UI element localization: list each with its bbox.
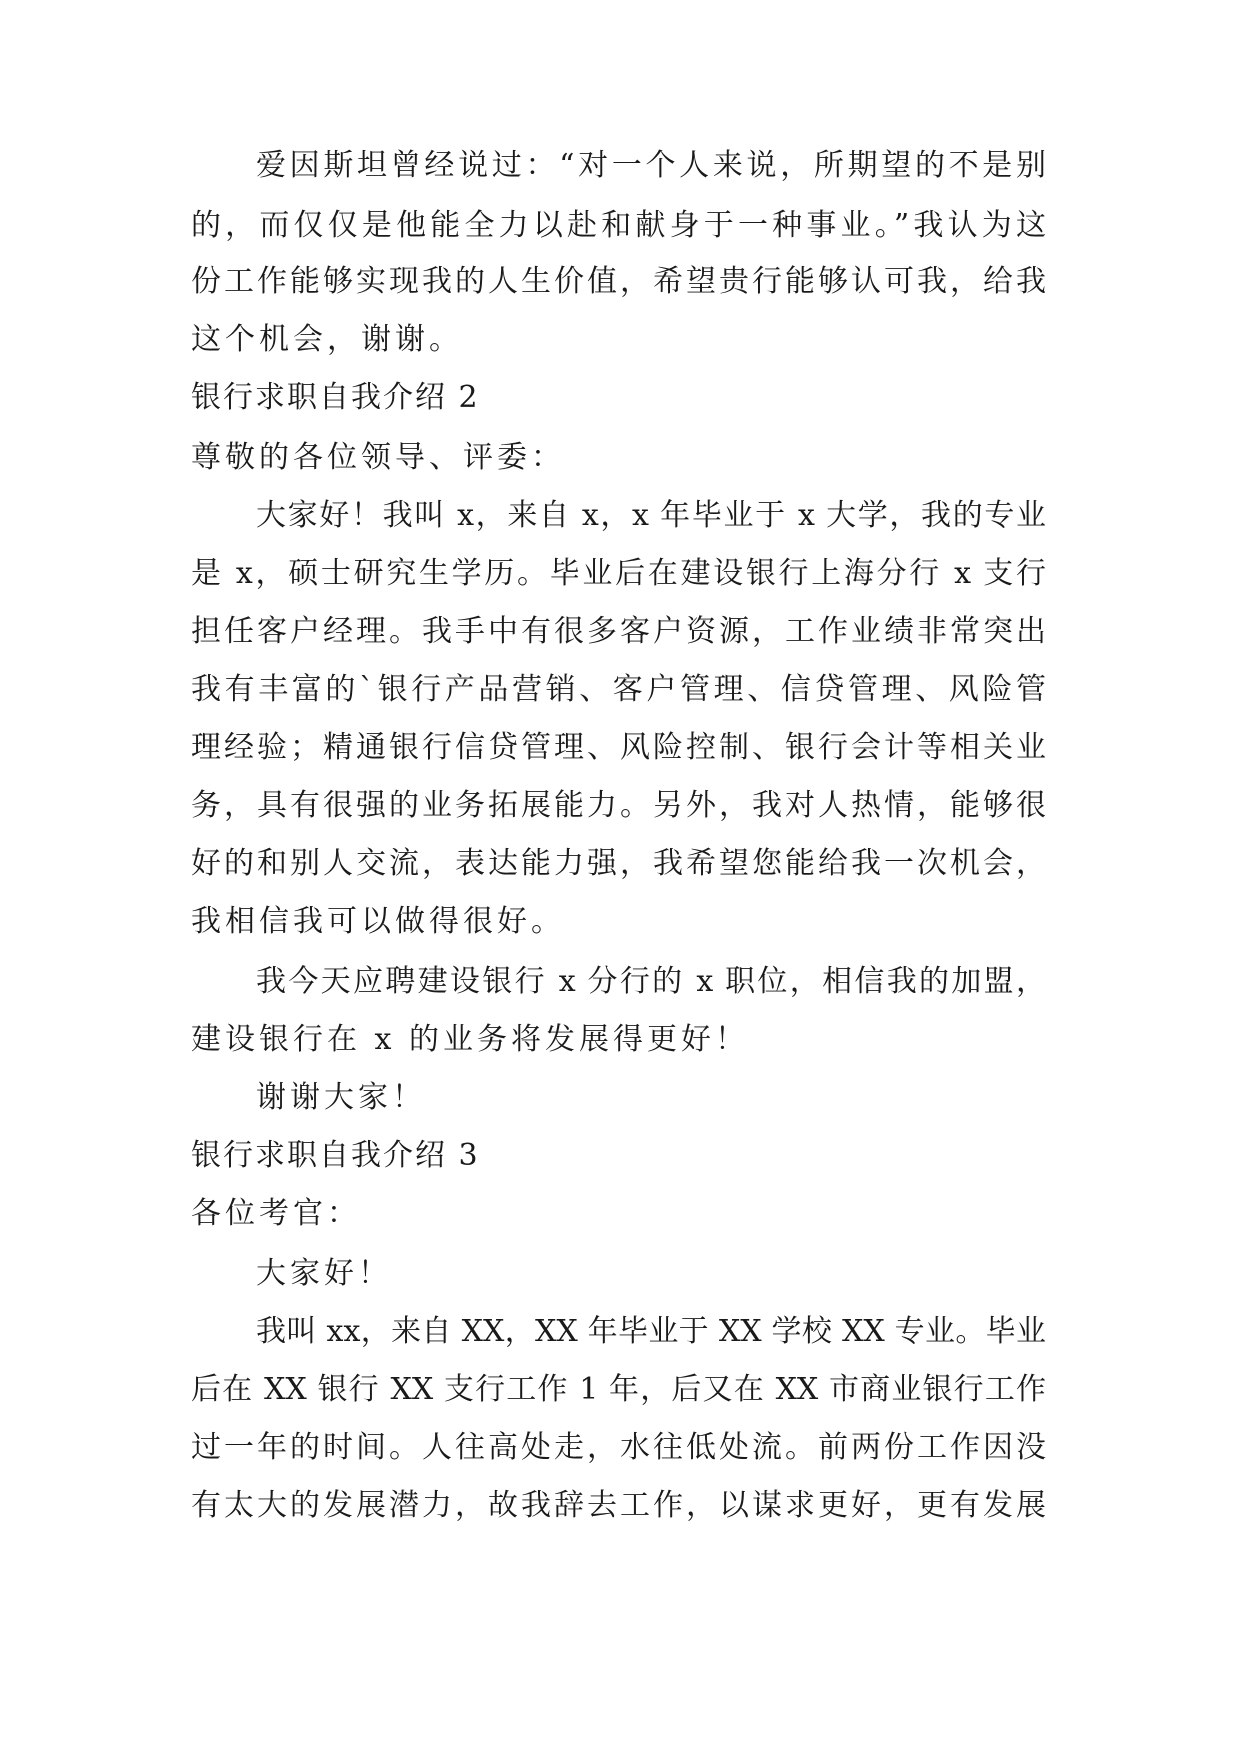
paragraph-line: 是 x，硕士研究生学历。毕业后在建设银行上海分行 x 支行 (191, 556, 1046, 591)
paragraph-line: 大家好！我叫 x，来自 x，x 年毕业于 x 大学，我的专业 (256, 498, 1046, 533)
greeting: 大家好！ (256, 1256, 392, 1291)
paragraph-line: 这个机会，谢谢。 (191, 322, 463, 357)
closing-thanks: 谢谢大家！ (256, 1080, 426, 1115)
salutation: 各位考官： (191, 1196, 361, 1231)
section-title: 银行求职自我介绍 3 (191, 1138, 480, 1173)
paragraph-line: 有太大的发展潜力，故我辞去工作，以谋求更好，更有发展 (191, 1488, 1046, 1523)
paragraph-line: 爱因斯坦曾经说过：“对一个人来说，所期望的不是别 (256, 148, 1046, 183)
paragraph-line: 份工作能够实现我的人生价值，希望贵行能够认可我，给我 (191, 264, 1046, 299)
salutation: 尊敬的各位领导、评委： (191, 440, 565, 475)
paragraph-line: 担任客户经理。我手中有很多客户资源，工作业绩非常突出 (191, 614, 1046, 649)
paragraph-line: 好的和别人交流，表达能力强，我希望您能给我一次机会， (191, 846, 1046, 881)
paragraph-line: 理经验；精通银行信贷管理、风险控制、银行会计等相关业 (191, 730, 1046, 765)
paragraph-line: 我有丰富的`银行产品营销、客户管理、信贷管理、风险管 (191, 672, 1046, 707)
paragraph-line: 后在 XX 银行 XX 支行工作 1 年，后又在 XX 市商业银行工作 (191, 1372, 1046, 1407)
paragraph-line: 的，而仅仅是他能全力以赴和献身于一种事业。”我认为这 (191, 208, 1046, 243)
paragraph-line: 务，具有很强的业务拓展能力。另外，我对人热情，能够很 (191, 788, 1046, 823)
paragraph-line: 过一年的时间。人往高处走，水往低处流。前两份工作因没 (191, 1430, 1046, 1465)
paragraph-line: 我今天应聘建设银行 x 分行的 x 职位，相信我的加盟， (256, 964, 1046, 999)
paragraph-line: 我相信我可以做得很好。 (191, 904, 565, 939)
section-title: 银行求职自我介绍 2 (191, 380, 480, 415)
paragraph-line: 我叫 xx，来自 XX，XX 年毕业于 XX 学校 XX 专业。毕业 (256, 1314, 1046, 1349)
paragraph-line: 建设银行在 x 的业务将发展得更好！ (191, 1022, 749, 1057)
